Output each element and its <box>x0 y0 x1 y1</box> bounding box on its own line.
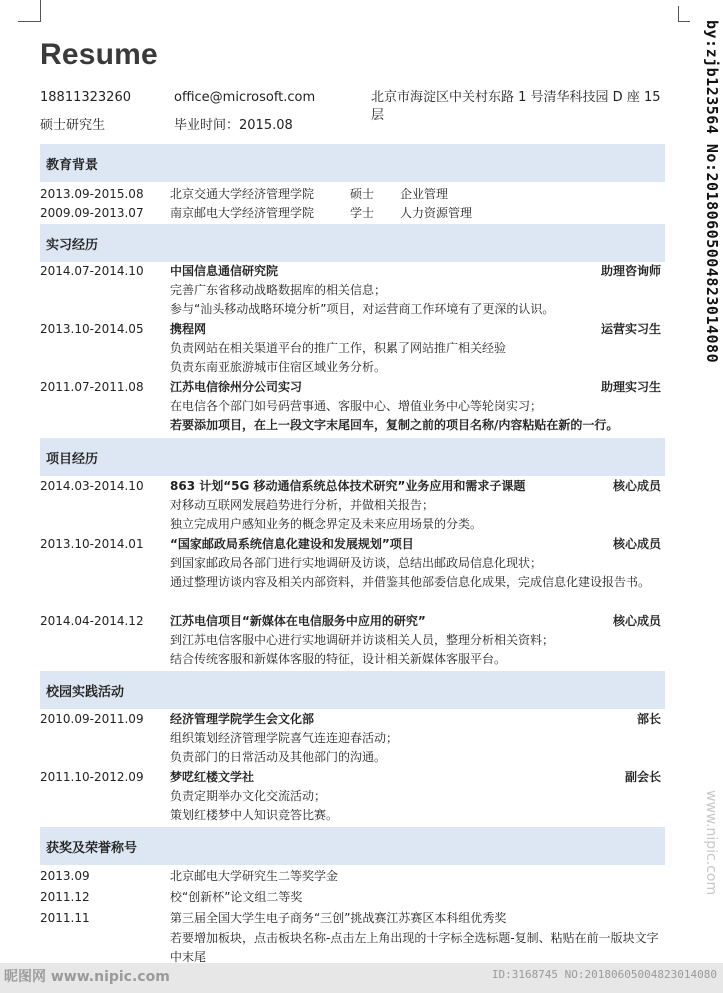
date: 2014.04-2014.12 <box>40 614 144 628</box>
date: 2009.09-2013.07 <box>40 206 144 220</box>
date: 2011.11 <box>40 911 90 925</box>
section-campus <box>40 671 665 709</box>
detail-line: 参与“汕头移动战略环境分析”项目，对运营商工作环境有了更深的认识。 <box>170 302 555 316</box>
side-watermark: by:zjb123564 No:20180605004823014080 <box>703 20 721 364</box>
detail-line: 独立完成用户感知业务的概念界定及未来应用场景的分类。 <box>170 517 483 531</box>
section-title: 实习经历 <box>46 238 99 253</box>
detail-line: 负责部门的日常活动及其他部门的沟通。 <box>170 750 387 764</box>
date: 2011.12 <box>40 890 90 904</box>
major: 企业管理 <box>400 187 449 201</box>
award-name: 第三届全国大学生电子商务“三创”挑战赛江苏赛区本科组优秀奖 <box>170 911 507 925</box>
date: 2011.07-2011.08 <box>40 380 144 394</box>
role: 核心成员 <box>612 479 661 493</box>
award-name: 北京邮电大学研究生二等奖学金 <box>170 869 339 883</box>
date: 2013.10-2014.05 <box>40 322 144 336</box>
date: 2013.09-2015.08 <box>40 187 144 201</box>
email: office@microsoft.com <box>174 90 316 105</box>
project-name: 江苏电信项目“新媒体在电信服务中应用的研究” <box>170 614 426 628</box>
organization: 梦呓红楼文学社 <box>170 770 255 784</box>
major: 人力资源管理 <box>400 206 473 220</box>
date: 2011.10-2012.09 <box>40 770 144 784</box>
organization: 江苏电信徐州分公司实习 <box>170 380 303 394</box>
crop-mark-tr-h <box>678 21 690 22</box>
date: 2014.07-2014.10 <box>40 264 144 278</box>
section-awards <box>40 827 665 865</box>
date: 2010.09-2011.09 <box>40 712 144 726</box>
address: 北京市海淀区中关村东路 1 号清华科技园 D 座 15 层 <box>371 90 661 123</box>
section-title: 项目经历 <box>46 452 99 467</box>
section-title: 教育背景 <box>46 158 99 173</box>
project-name: 863 计划“5G 移动通信系统总体技术研究”业务应用和需求子课题 <box>170 479 526 493</box>
school: 北京交通大学经济管理学院 <box>170 187 315 201</box>
school: 南京邮电大学经济管理学院 <box>170 206 315 220</box>
detail-line: 结合传统客服和新媒体客服的特征，设计相关新媒体客服平台。 <box>170 652 507 666</box>
degree: 硕士 <box>350 187 375 201</box>
resume-title: Resume <box>40 38 158 71</box>
date: 2014.03-2014.10 <box>40 479 144 493</box>
section-education <box>40 144 665 182</box>
crop-mark-tl-v <box>40 0 41 22</box>
section-internship <box>40 224 665 262</box>
section-title: 获奖及荣誉称号 <box>46 841 138 856</box>
role: 助理咨询师 <box>600 264 661 278</box>
degree: 学士 <box>350 206 375 220</box>
role: 核心成员 <box>612 614 661 628</box>
detail-line: 完善广东省移动战略数据库的相关信息； <box>170 283 387 297</box>
role: 运营实习生 <box>600 322 661 336</box>
degree-level: 硕士研究生 <box>40 118 106 133</box>
detail-line: 策划红楼梦中人知识竞答比赛。 <box>170 808 339 822</box>
detail-line: 到江苏电信客服中心进行实地调研并访谈相关人员，整理分析相关资料； <box>170 633 555 647</box>
detail-line: 组织策划经济管理学院喜气连连迎春活动； <box>170 731 399 745</box>
role: 助理实习生 <box>600 380 661 394</box>
detail-line: 对移动互联网发展趋势进行分析，并做相关报告； <box>170 498 435 512</box>
detail-line: 负责定期举办文化交流活动； <box>170 789 327 803</box>
role: 核心成员 <box>612 537 661 551</box>
side-watermark-site: www.nipic.com <box>703 790 719 896</box>
project-name: “国家邮政局系统信息化建设和发展规划”项目 <box>170 537 414 551</box>
award-name: 校“创新杯”论文组二等奖 <box>170 890 303 904</box>
organization: 中国信息通信研究院 <box>170 264 279 278</box>
graduation-date: 毕业时间：2015.08 <box>174 118 293 133</box>
detail-line: 到国家邮政局各部门进行实地调研及访谈，总结出邮政局信息化现状； <box>170 556 543 570</box>
date: 2013.10-2014.01 <box>40 537 144 551</box>
date: 2013.09 <box>40 869 90 883</box>
organization: 经济管理学院学生会文化部 <box>170 712 315 726</box>
instruction-note: 若要增加板块，点击板块名称-点击左上角出现的十字标全选标题-复制、粘贴在前一版块文字中末尾 <box>170 931 659 964</box>
section-title: 校园实践活动 <box>46 685 125 700</box>
detail-line: 在电信各个部门如号码营事通、客服中心、增值业务中心等轮岗实习； <box>170 399 543 413</box>
crop-mark-tl-h <box>18 21 41 22</box>
detail-line: 负责东南亚旅游城市住宿区域业务分析。 <box>170 360 387 374</box>
role: 副会长 <box>624 770 661 784</box>
section-projects <box>40 438 665 476</box>
instruction-note: 若要添加项目，在上一段文字末尾回车，复制之前的项目名称/内容粘贴在新的一行。 <box>170 418 619 432</box>
bottom-watermark-logo: 昵图网 www.nipic.com <box>4 969 170 985</box>
bottom-watermark-id: ID:3168745 NO:20180605004823014080 <box>491 968 717 981</box>
detail-line: 负责网站在相关渠道平台的推广工作，积累了网站推广相关经验 <box>170 341 507 355</box>
crop-mark-tr-v <box>678 6 679 22</box>
organization: 携程网 <box>170 322 207 336</box>
detail-line: 通过整理访谈内容及相关内部资料，并借鉴其他部委信息化成果，完成信息化建设报告书。 <box>170 575 651 589</box>
role: 部长 <box>636 712 661 726</box>
phone: 18811323260 <box>40 90 131 105</box>
